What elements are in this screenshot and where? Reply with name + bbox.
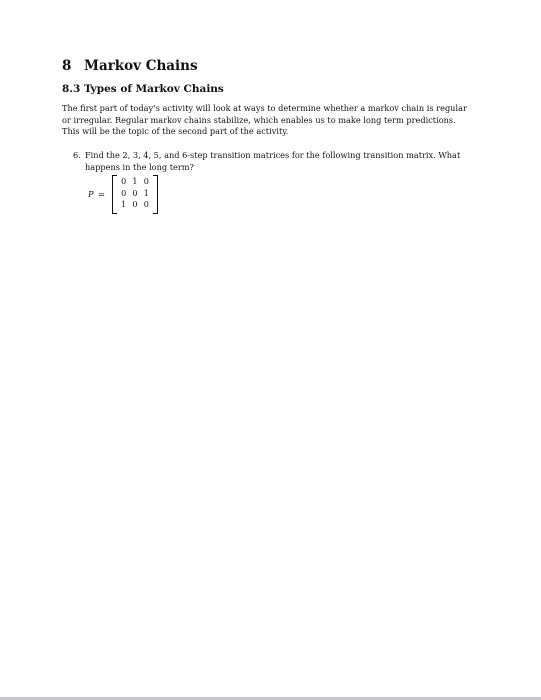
intro-line: This will be the topic of the second part of the activity. <box>62 126 289 136</box>
matrix-cell: 1 <box>121 200 127 210</box>
equation-lhs <box>88 189 105 199</box>
problem-text-line: Find the 2, 3, 4, 5, and 6-step transition matrices for the following transition matrix. What <box>85 150 461 160</box>
intro-paragraph <box>62 103 478 138</box>
matrix-cell: 1 <box>132 177 138 186</box>
chapter-number: 8 <box>62 58 72 74</box>
section-number: 8.3 <box>62 83 81 95</box>
matrix-cell: 0 <box>132 200 138 210</box>
chapter-title: Markov Chains <box>84 58 198 74</box>
intro-line: The first part of today’s activity will look at ways to determine whether a markov chain is regular <box>62 103 467 113</box>
chapter-heading <box>62 58 198 74</box>
matrix-cell: 0 <box>143 200 149 210</box>
problem-number: 6. <box>73 150 81 160</box>
matrix-cell: 0 <box>143 177 149 186</box>
left-bracket <box>112 175 117 214</box>
matrix-label: P <box>88 189 94 199</box>
problem-text-line: happens in the long term? <box>85 161 194 172</box>
transition-matrix <box>112 175 158 214</box>
section-title: Types of Markov Chains <box>84 83 224 95</box>
section-heading <box>62 83 224 95</box>
right-bracket <box>153 175 158 214</box>
matrix-cell: 0 <box>121 188 127 198</box>
intro-line: or irregular. Regular markov chains stabilize, which enables us to make long term predictions. <box>62 114 456 125</box>
matrix-cell: 0 <box>121 177 127 186</box>
matrix-cells <box>118 176 152 211</box>
matrix-cell: 0 <box>132 188 138 198</box>
problem-item <box>73 150 478 173</box>
equals-sign: = <box>98 189 105 199</box>
matrix-cell: 1 <box>143 188 149 198</box>
